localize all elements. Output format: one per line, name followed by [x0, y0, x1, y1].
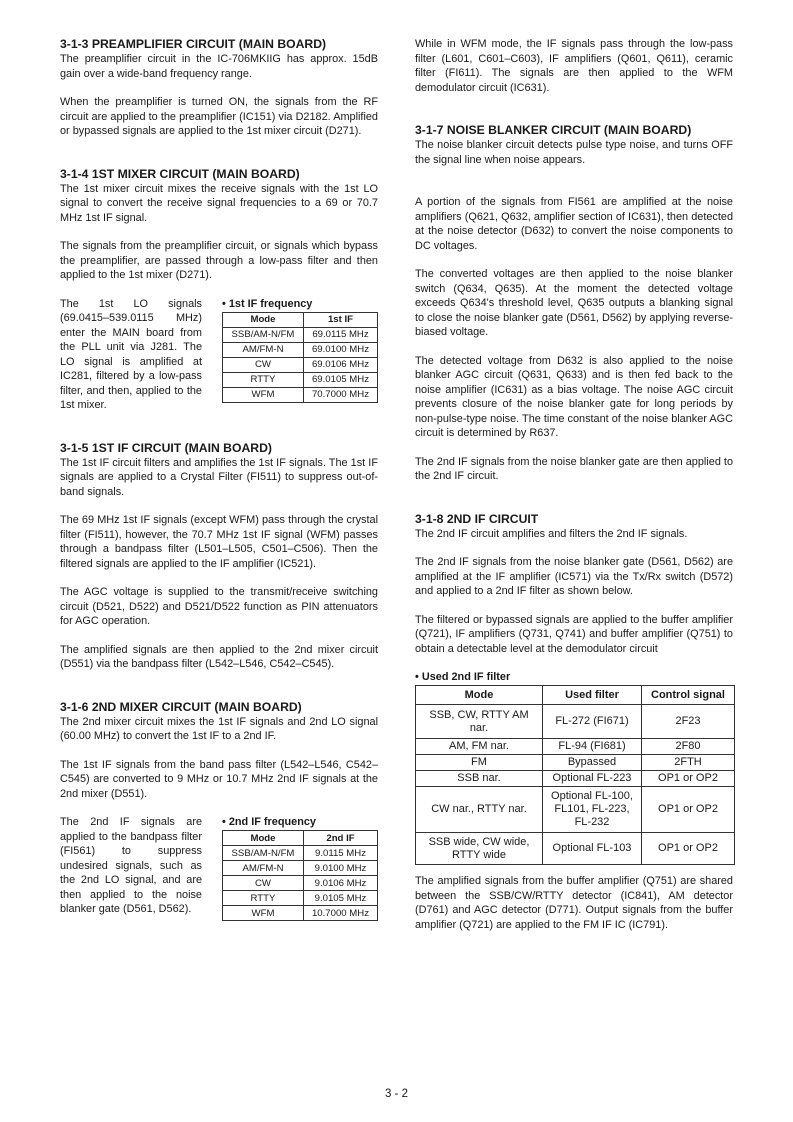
table-row — [416, 771, 735, 787]
table-cell: OP1 or OP2 — [642, 787, 735, 833]
paragraph: While in WFM mode, the IF signals pass through the low-pass filter (L601, C601–C603), IF amplifiers (Q601, Q611), ceramic filter (FI611). The signals are then applied to the WFM demodulator circuit (IC631). — [415, 38, 733, 94]
column-header: 2nd IF — [303, 831, 377, 846]
table-row — [223, 387, 378, 402]
paragraph: The 2nd IF signals are applied to the bandpass filter (FI561) to suppress undesired signals, such as the 2nd LO signal, and are then applied to the noise blanker gate (D561, D562). — [60, 816, 202, 915]
table-cell: CW — [223, 357, 304, 372]
table-cell: 10.7000 MHz — [303, 906, 377, 921]
paragraph: The AGC voltage is supplied to the transmit/receive switching circuit (D521, D522) and D521/D522 function as PIN attenuators for AGC operation. — [60, 586, 378, 627]
heading-preamplifier: 3-1-3 PREAMPLIFIER CIRCUIT (MAIN BOARD) — [60, 37, 327, 51]
table-cell: 9.0100 MHz — [303, 861, 377, 876]
table-cell: 9.0106 MHz — [303, 876, 377, 891]
paragraph: The noise blanker circuit detects pulse type noise, and turns OFF the signal line when noise appears. — [415, 139, 733, 166]
table-row — [416, 787, 735, 833]
paragraph: The 2nd IF signals from the noise blanker gate are then applied to the 2nd IF circuit. — [415, 455, 733, 482]
first-if-frequency-table — [222, 312, 378, 403]
table-row — [223, 357, 378, 372]
paragraph: The amplified signals are then applied to the 2nd mixer circuit (D551) via the bandpass filter (L542–L546, C542–C545). — [60, 643, 378, 670]
table-row — [223, 876, 378, 891]
heading-noise-blanker: 3-1-7 NOISE BLANKER CIRCUIT (MAIN BOARD) — [415, 123, 692, 137]
table-row — [223, 906, 378, 921]
paragraph: The converted voltages are then applied to the noise blanker switch (Q634, Q635). At the moment the detected voltage exceeds Q634's threshold level, Q635 outputs a blanking signal to close the noise blanker gate (D561, D562) by applying reverse-biased voltage. — [415, 268, 733, 338]
table-row — [223, 372, 378, 387]
table-cell: SSB wide, CW wide, RTTY wide — [416, 833, 543, 865]
column-header: Mode — [416, 686, 543, 705]
right-column — [415, 37, 733, 932]
table-row — [223, 327, 378, 342]
table-cell: Bypassed — [543, 755, 642, 771]
paragraph: The 1st IF circuit filters and amplifies the 1st IF signals. The 1st IF signals are applied to a Crystal Filter (FI511) to suppress out-of-band signals. — [60, 456, 378, 498]
table-cell: AM/FM-N — [223, 861, 304, 876]
table-cell: 70.7000 MHz — [303, 387, 377, 402]
first-if-table-block — [222, 297, 378, 413]
second-if-frequency-table — [222, 830, 378, 921]
column-header: Control signal — [642, 686, 735, 705]
table-cell: RTTY — [223, 372, 304, 387]
table-cell: 69.0115 MHz — [303, 327, 377, 342]
paragraph: The 2nd IF signals from the noise blanker gate (D561, D562) are amplified at the IF amplifier (IC571) via the Tx/Rx switch (D572) and applied to a 2nd IF filter as shown below. — [415, 556, 733, 597]
paragraph: When the preamplifier is turned ON, the signals from the RF circuit are applied to the preamplifier (IC151) via D2182. Amplified or bypassed signals are applied to the 1st mixer circuit (D271). — [60, 96, 378, 137]
table-cell: CW — [223, 876, 304, 891]
paragraph: The 2nd mixer circuit mixes the 1st IF signals and 2nd LO signal (60.00 MHz) to convert the 1st IF to a 2nd IF. — [60, 715, 378, 742]
column-header: 1st IF — [303, 312, 377, 327]
paragraph: The amplified signals from the buffer amplifier (Q751) are shared between the SSB/CW/RTTY detector (IC841), AM detector (D761) and AGC detector (D771). Output signals from the buffer amplifier (Q721) are applied to the FM IF IC (IC791). — [415, 875, 733, 931]
column-header: Mode — [223, 831, 304, 846]
table-cell: SSB nar. — [416, 771, 543, 787]
table-caption: • 2nd IF frequency — [222, 816, 316, 828]
table-cell: FL-94 (FI681) — [543, 739, 642, 755]
table-header-row — [223, 831, 378, 846]
table-cell: WFM — [223, 387, 304, 402]
table-cell: WFM — [223, 906, 304, 921]
left-column — [60, 37, 378, 921]
second-if-section — [60, 815, 378, 921]
paragraph: The 69 MHz 1st IF signals (except WFM) pass through the crystal filter (FI511), however, the 70.7 MHz 1st IF signal (WFM) passes through a bandpass filter (L501–L505, C501–C506). Then the filtered signals are applied to the IF amplifier (IC521). — [60, 514, 378, 570]
table-header-row — [223, 312, 378, 327]
table-cell: 9.0115 MHz — [303, 846, 377, 861]
table-row — [416, 705, 735, 739]
paragraph: A portion of the signals from FI561 are amplified at the noise amplifiers (Q621, Q632, amplifier section of IC631), then detected at the noise detector (D632) to convert the noise components to DC voltages. — [415, 196, 733, 252]
paragraph: The detected voltage from D632 is also applied to the noise blanker AGC circuit (Q631, Q633) and is then fed back to the noise amplifier (IC631) as a bias voltage. The noise AGC circuit prevents closure of the noise blanker gate for long periods by non-pulse-type noise. The time constant of the noise blanker AGC circuit is determined by R637. — [415, 354, 733, 439]
table-cell: RTTY — [223, 891, 304, 906]
table-cell: SSB/AM-N/FM — [223, 846, 304, 861]
table-cell: SSB/AM-N/FM — [223, 327, 304, 342]
lo-section — [60, 297, 378, 413]
table-row — [223, 846, 378, 861]
table-cell: 2F80 — [642, 739, 735, 755]
paragraph: The 1st mixer circuit mixes the receive signals with the 1st LO signal to convert the receive signal frequencies to a 69 or 70.7 MHz 1st IF signal. — [60, 182, 378, 224]
table-row — [223, 861, 378, 876]
table-cell: Optional FL-103 — [543, 833, 642, 865]
table-row — [416, 755, 735, 771]
table-cell: 69.0105 MHz — [303, 372, 377, 387]
page-number: 3 - 2 — [384, 1088, 408, 1100]
paragraph: The filtered or bypassed signals are applied to the buffer amplifier (Q721), IF amplifiers (Q731, Q741) and buffer amplifier (Q751) to obtain a detectable level at the demodulator circuit — [415, 613, 733, 655]
paragraph: The 1st IF signals from the band pass filter (L542–L546, C542–C545) are converted to 9 MHz or 10.7 MHz 2nd IF signals at the 2nd mixer (D551). — [60, 758, 378, 800]
table-cell: FM — [416, 755, 543, 771]
table-cell: 2FTH — [642, 755, 735, 771]
table-cell: 69.0100 MHz — [303, 342, 377, 357]
table-row — [223, 891, 378, 906]
table-header-row — [416, 686, 735, 705]
table-cell: SSB, CW, RTTY AM nar. — [416, 705, 543, 739]
table-cell: OP1 or OP2 — [642, 771, 735, 787]
table-cell: Optional FL-100, FL101, FL-223, FL-232 — [543, 787, 642, 833]
table-row — [416, 739, 735, 755]
table-caption: • Used 2nd IF filter — [415, 671, 511, 683]
table-cell: AM, FM nar. — [416, 739, 543, 755]
table-cell: FL-272 (FI671) — [543, 705, 642, 739]
column-header: Used filter — [543, 686, 642, 705]
paragraph: The 2nd IF circuit amplifies and filters the 2nd IF signals. — [415, 527, 688, 540]
table-cell: 2F23 — [642, 705, 735, 739]
column-header: Mode — [223, 312, 304, 327]
used-2nd-if-filter-table — [415, 685, 735, 865]
table-cell: 69.0106 MHz — [303, 357, 377, 372]
heading-2nd-mixer: 3-1-6 2ND MIXER CIRCUIT (MAIN BOARD) — [60, 699, 302, 714]
second-if-table-block — [222, 815, 378, 921]
heading-1st-mixer: 3-1-4 1ST MIXER CIRCUIT (MAIN BOARD) — [60, 166, 300, 181]
table-cell: CW nar., RTTY nar. — [416, 787, 543, 833]
table-row — [223, 342, 378, 357]
table-cell: Optional FL-223 — [543, 771, 642, 787]
table-cell: OP1 or OP2 — [642, 833, 735, 865]
table-caption: • 1st IF frequency — [222, 297, 313, 310]
heading-2nd-if: 3-1-8 2ND IF CIRCUIT — [415, 511, 539, 526]
paragraph: The preamplifier circuit in the IC-706MKIIG has approx. 15dB gain over a wide-band frequency range. — [60, 53, 378, 80]
paragraph: The 1st LO signals (69.0415–539.0115 MHz) enter the MAIN board from the PLL unit via J281. The LO signal is amplified at IC281, filtered by a low-pass filter, and then, applied to the 1st mixer. — [60, 297, 202, 411]
table-row — [416, 833, 735, 865]
table-cell: 9.0105 MHz — [303, 891, 377, 906]
heading-1st-if: 3-1-5 1ST IF CIRCUIT (MAIN BOARD) — [60, 440, 272, 455]
table-cell: AM/FM-N — [223, 342, 304, 357]
paragraph: The signals from the preamplifier circuit, or signals which bypass the preamplifier, are passed through a low-pass filter and then applied to the 1st mixer (D271). — [60, 240, 378, 281]
